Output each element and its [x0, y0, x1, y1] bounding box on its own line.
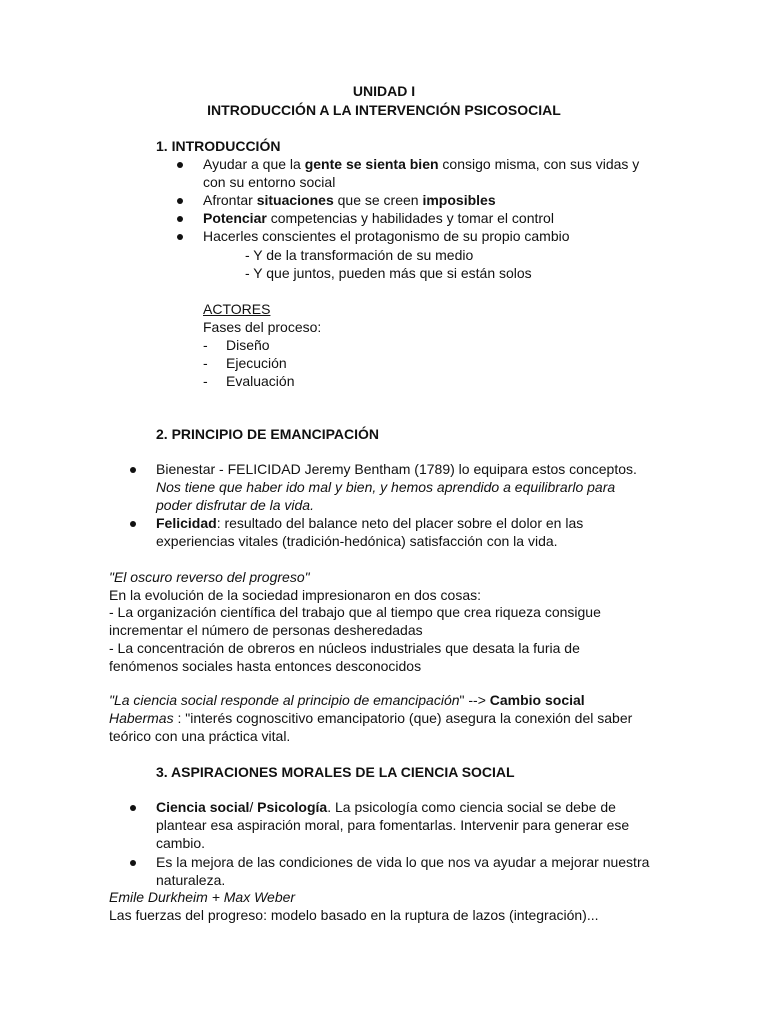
phase-item: Ejecución	[226, 355, 287, 371]
fases-label: Fases del proceso:	[203, 319, 322, 335]
s2-bullet-1-italic-cont: poder disfrutar de la vida.	[156, 497, 314, 513]
s2-bullet-2-cont: experiencias vitales (tradición-hedónica) satisfacción con la vida.	[156, 533, 558, 549]
s3-bullet-2-cont: naturaleza.	[156, 872, 226, 888]
s2-bullet-1-italic: Nos tiene que haber ido mal y bien, y hemos aprendido a equilibrarlo para	[156, 479, 616, 495]
bullet-icon	[130, 467, 136, 473]
phase-item: Evaluación	[226, 373, 295, 389]
habermas-line-cont: teórico con una práctica vital.	[109, 728, 291, 744]
s1-sub-item-1: - Y de la transformación de su medio	[245, 247, 474, 263]
bullet-icon	[177, 234, 183, 240]
s2-bullet-2: Felicidad: resultado del balance neto del placer sobre el dolor en las	[156, 515, 584, 531]
unit-label: UNIDAD I	[352, 83, 416, 99]
paragraph-line: incrementar el número de personas desheredadas	[109, 622, 423, 638]
bullet-icon	[130, 805, 136, 811]
authors-line: Emile Durkheim + Max Weber	[109, 889, 296, 905]
s1-bullet-2: Afrontar situaciones que se creen imposibles	[203, 192, 496, 208]
s1-bullet-3: Potenciar competencias y habilidades y tomar el control	[203, 210, 554, 226]
section-1-heading: 1. INTRODUCCIÓN	[156, 138, 281, 154]
s1-bullet-4: Hacerles conscientes el protagonismo de su propio cambio	[203, 228, 570, 244]
dash-marker: -	[203, 337, 208, 353]
s1-sub-item-2: - Y que juntos, pueden más que si están solos	[245, 265, 532, 281]
bullet-icon	[177, 216, 183, 222]
phase-item: Diseño	[226, 337, 270, 353]
last-line: Las fuerzas del progreso: modelo basado en la ruptura de lazos (integración)...	[109, 907, 599, 923]
actores-label: ACTORES	[203, 301, 271, 317]
bullet-icon	[177, 162, 183, 168]
section-2-heading: 2. PRINCIPIO DE EMANCIPACIÓN	[156, 426, 379, 442]
dash-marker: -	[203, 355, 208, 371]
quote-title: "El oscuro reverso del progreso"	[109, 569, 310, 585]
paragraph-line: - La organización científica del trabajo que al tiempo que crea riqueza consigue	[109, 604, 601, 620]
s3-bullet-2: Es la mejora de las condiciones de vida lo que nos va ayudar a mejorar nuestra	[156, 854, 650, 870]
s2-bullet-1: Bienestar - FELICIDAD Jeremy Bentham (1789) lo equipara estos conceptos.	[156, 461, 637, 477]
document-title: INTRODUCCIÓN A LA INTERVENCIÓN PSICOSOCIAL	[207, 102, 561, 118]
paragraph-line: En la evolución de la sociedad impresionaron en dos cosas:	[109, 587, 482, 603]
bullet-icon	[177, 198, 183, 204]
s3-bullet-1: Ciencia social/ Psicología. La psicología como ciencia social se debe de	[156, 799, 616, 815]
section-3-heading: 3. ASPIRACIONES MORALES DE LA CIENCIA SOCIAL	[156, 764, 515, 780]
bullet-icon	[130, 521, 136, 527]
s1-bullet-1: Ayudar a que la gente se sienta bien consigo misma, con sus vidas y	[203, 156, 640, 172]
paragraph-line: fenómenos sociales hasta entonces desconocidos	[109, 658, 422, 674]
s1-bullet-1-cont: con su entorno social	[203, 174, 336, 190]
habermas-line: Habermas : "interés cognoscitivo emancipatorio (que) asegura la conexión del saber	[109, 710, 633, 726]
bullet-icon	[130, 860, 136, 866]
emancipation-quote: "La ciencia social responde al principio de emancipación" --> Cambio social	[109, 692, 585, 708]
s3-bullet-1-cont: cambio.	[156, 835, 206, 851]
dash-marker: -	[203, 373, 208, 389]
paragraph-line: - La concentración de obreros en núcleos industriales que desata la furia de	[109, 640, 580, 656]
s3-bullet-1-cont: plantear esa aspiración moral, para fomentarlas. Intervenir para generar ese	[156, 817, 630, 833]
